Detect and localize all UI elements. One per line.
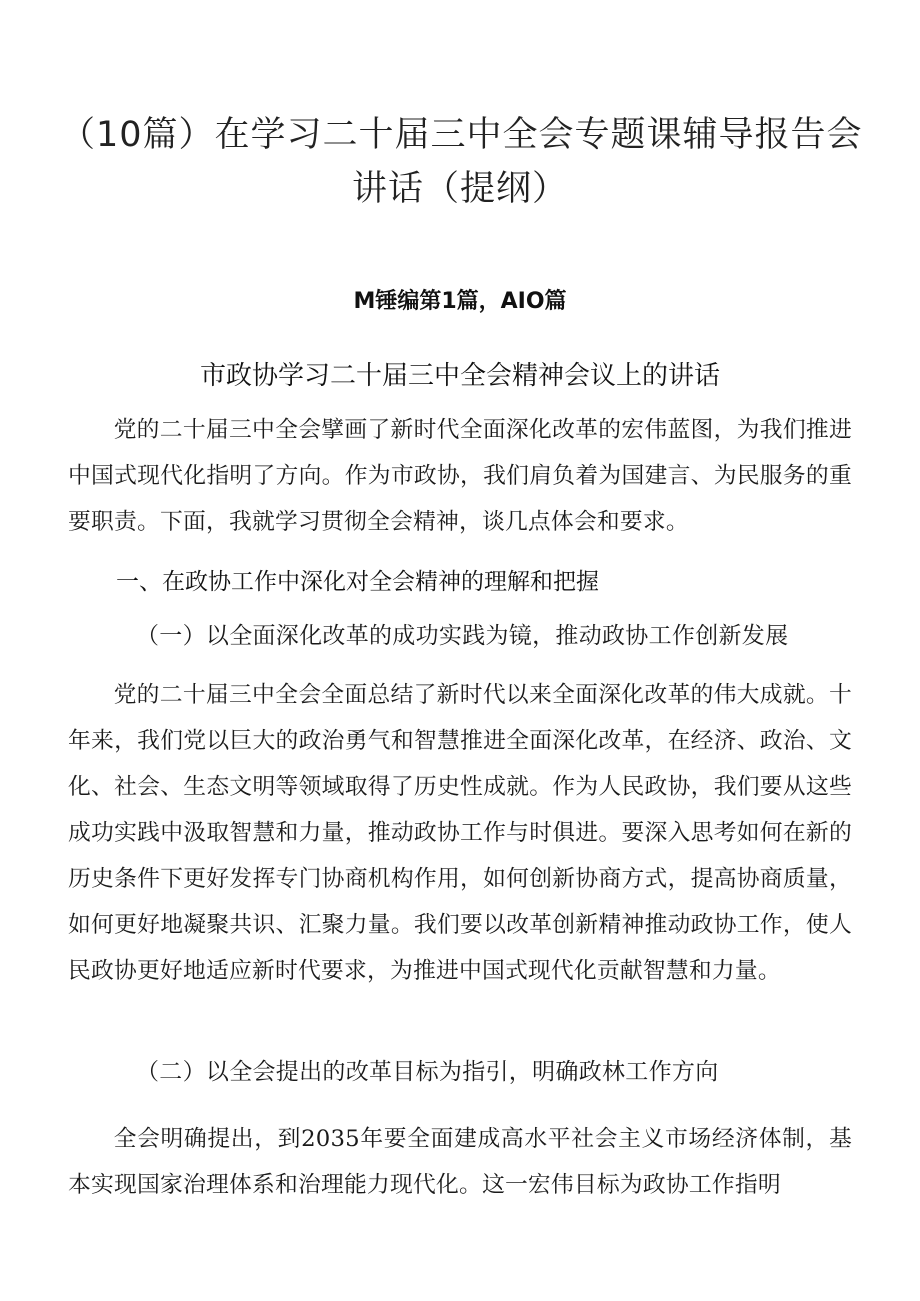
subheading-2: （二）以全会提出的改革目标为指引，明确政林工作方向 [136,1059,719,1085]
document-subtitle: M锤编第1篇，AIO篇 [353,289,567,314]
section-heading-1: 一、在政协工作中深化对全会精神的理解和把握 [116,569,599,595]
speech-title: 市政协学习二十届三中全会精神会议上的讲话 [199,361,720,391]
document-title-line-1: （10篇）在学习二十届三中全会专题课辅导报告会 [60,115,863,155]
document-title [60,108,863,216]
intro-paragraph: 党的二十届三中全会擘画了新时代全面深化改革的宏伟蓝图，为我们推进中国式现代化指明了方向。作为市政协，我们肩负着为国建言、为民服务的重要职责。下面，我就学习贯彻全会精神，谈几点体会和要求。 [68,417,852,535]
subheading-1: （一）以全面深化改革的成功实践为镜，推动政协工作创新发展 [136,623,789,649]
body-paragraph-2: 全会明确提出，到2035年要全面建成高水平社会主义市场经济体制，基本实现国家治理体系和治理能力现代化。这一宏伟目标为政协工作指明 [68,1126,852,1198]
body-paragraph-1: 党的二十届三中全会全面总结了新时代以来全面深化改革的伟大成就。十年来，我们党以巨大的政治勇气和智慧推进全面深化改革，在经济、政治、文化、社会、生态文明等领域取得了历史性成就。作为人民政协，我们要从这些成功实践中汲取智慧和力量，推动政协工作与时俱进。要深入思考如何在新的历史条件下更好发挥专门协商机构作用，如何创新协商方式，提高协商质量，如何更好地凝聚共识、汇聚力量。我们要以改革创新精神推动政协工作，使人民政协更好地适应新时代要求，为推进中国式现代化贡献智慧和力量。 [68,682,852,984]
document-title-line-2: 讲话（提纲） [351,169,568,209]
